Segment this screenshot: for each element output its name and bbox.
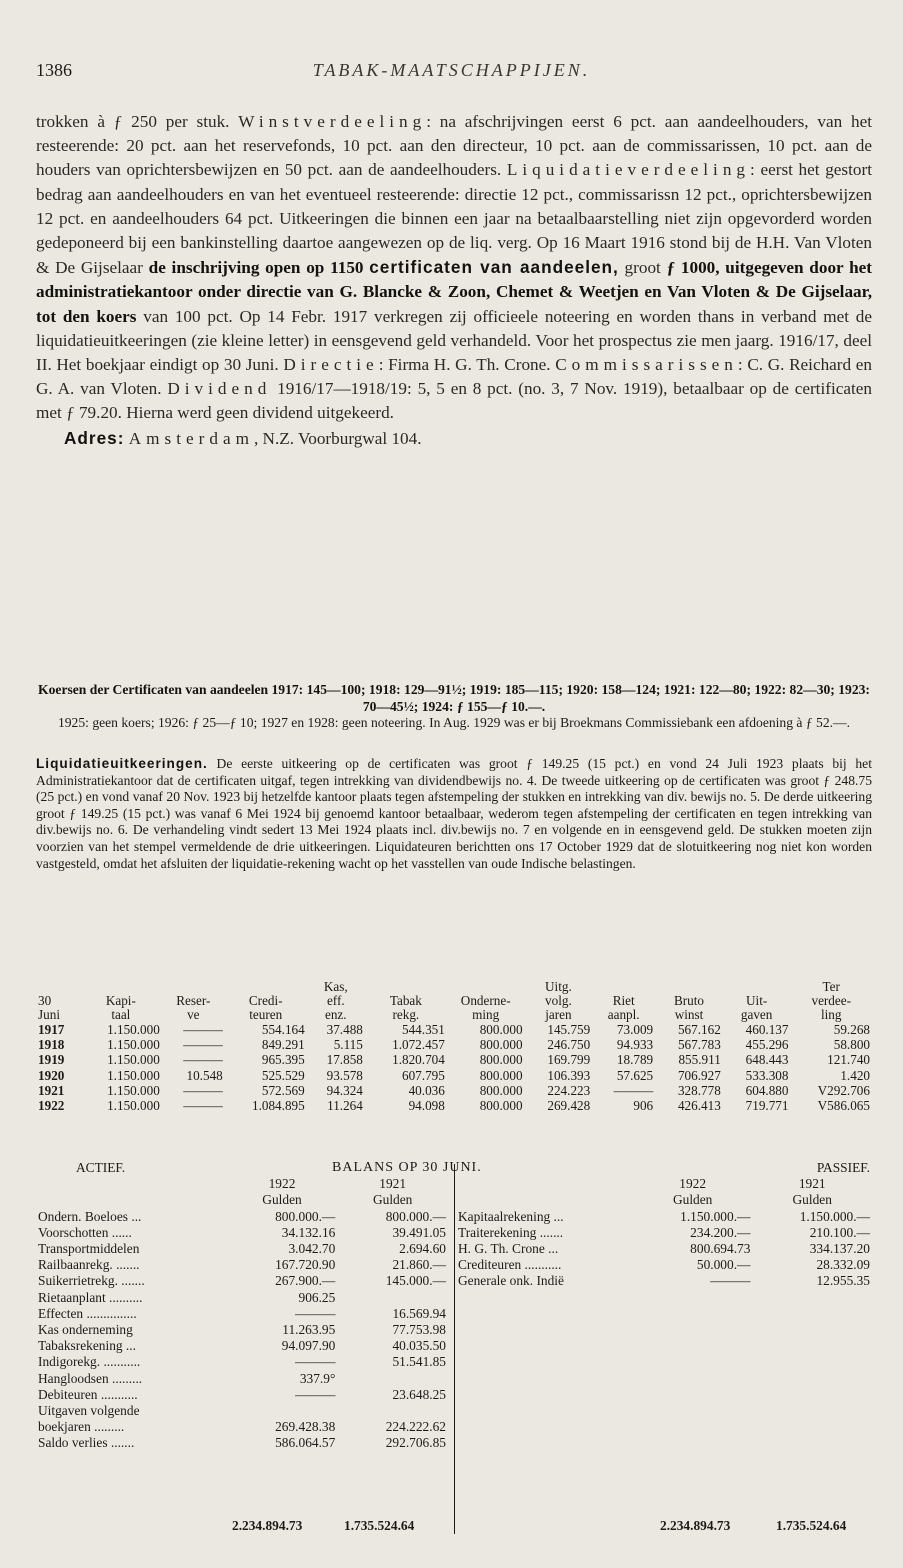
production-header-cell xyxy=(655,980,723,994)
production-value-cell: 1.420 xyxy=(840,1067,870,1083)
production-header-cell: taal xyxy=(111,1007,131,1022)
passief-item-value: ——— xyxy=(710,1273,751,1289)
production-value-cell: 525.529 xyxy=(261,1067,305,1083)
passief-year-2: 1921 xyxy=(798,1176,826,1192)
production-value-cell: ——— xyxy=(183,1022,223,1037)
production-value-cell: 1.820.704 xyxy=(392,1052,445,1068)
production-value-cell: 706.927 xyxy=(677,1067,721,1083)
production-header-cell xyxy=(592,980,655,994)
production-header-cell: Bruto xyxy=(673,993,704,1008)
text-run: : C. G. Reichard en G. A. van Vloten. xyxy=(36,355,872,399)
production-value-cell: ——— xyxy=(183,1052,223,1068)
production-value-cell: 800.000 xyxy=(479,1082,523,1098)
production-value-cell: 58.800 xyxy=(833,1037,870,1053)
production-row xyxy=(36,1022,872,1037)
production-header-cell: aanpl. xyxy=(607,1007,640,1022)
production-header-cell: Uit- xyxy=(746,993,768,1008)
koersen-line-2: 1925: geen koers; 1926: ƒ 25—ƒ 10; 1927 en 1928: geen noteering. In Aug. 1929 was er bij Broekmans Commissiebank een afdoening à ƒ 52.—. xyxy=(57,715,851,731)
production-header-cell xyxy=(36,980,80,994)
balance-sheet xyxy=(36,1160,872,1460)
production-value-cell: 572.569 xyxy=(261,1082,305,1098)
production-value-cell: 11.264 xyxy=(327,1098,363,1114)
liquidatie-label: Liquidatieuitkeeringen. xyxy=(36,756,208,771)
actief-item-value: 906.25 xyxy=(298,1289,336,1305)
production-header-cell: ming xyxy=(472,1007,500,1022)
text-run: 1916/17—1918/19: 5, 5 en 8 pct. (no. 3, 7 Nov. 1919), betaalbaar op de certificaten met ƒ 79.20. Hierna werd geen dividend uitgekeerd. xyxy=(36,379,872,423)
actief-item-value: 3.042.70 xyxy=(288,1241,336,1257)
actief-row xyxy=(36,1435,448,1451)
total-passief-1921: 1.735.524.64 xyxy=(776,1518,847,1533)
production-table-head xyxy=(36,980,872,1022)
production-value-cell: 1.150.000 xyxy=(107,1067,160,1083)
production-year-cell: 1920 xyxy=(38,1067,65,1083)
production-value-cell: 73.009 xyxy=(616,1022,654,1037)
total-actief-1922: 2.234.894.73 xyxy=(232,1518,303,1533)
production-value-cell: 169.799 xyxy=(547,1052,591,1068)
production-value-cell: 1.150.000 xyxy=(107,1082,160,1098)
production-header-cell: Onderne- xyxy=(460,993,511,1008)
production-header-cell: Riet xyxy=(612,993,635,1008)
production-value-cell: 1.072.457 xyxy=(392,1037,445,1053)
actief-item-value: 11.263.95 xyxy=(282,1322,336,1338)
production-value-cell: 145.759 xyxy=(547,1022,591,1037)
actief-item-label: Kas onderneming xyxy=(38,1322,133,1338)
actief-unit-1: Gulden xyxy=(262,1192,302,1208)
passief-unit-2: Gulden xyxy=(792,1192,832,1208)
production-value-cell: ——— xyxy=(183,1037,223,1053)
actief-item-label: Uitgaven volgende xyxy=(38,1403,140,1419)
production-value-cell: ——— xyxy=(183,1082,223,1098)
spaced-heading-directie: Directie xyxy=(283,355,379,375)
actief-item-value xyxy=(337,1403,448,1419)
production-value-cell: 94.324 xyxy=(326,1082,363,1098)
actief-item-value: 800.000.— xyxy=(275,1208,336,1224)
actief-item-value: 337.9° xyxy=(299,1370,336,1386)
actief-item-value: 586.064.57 xyxy=(275,1435,336,1451)
text-run: : Firma H. G. Th. Crone. xyxy=(378,355,556,375)
passief-item-value: 1.150.000.— xyxy=(799,1208,870,1224)
actief-item-label: Rietaanplant .......... xyxy=(38,1289,143,1305)
production-value-cell: 269.428 xyxy=(547,1098,591,1114)
adres-rest: , N.Z. Voorburgwal 104. xyxy=(253,428,422,448)
passief-item-label: Kapitaalrekening ... xyxy=(458,1208,564,1224)
passief-item-label: Generale onk. Indië xyxy=(458,1273,564,1289)
actief-item-value: 292.706.85 xyxy=(385,1435,446,1451)
passief-row xyxy=(456,1225,872,1241)
production-table xyxy=(36,980,872,1113)
passief-row xyxy=(456,1273,872,1289)
actief-item-label: Debiteuren ........... xyxy=(38,1386,138,1402)
production-value-cell: 121.740 xyxy=(827,1052,870,1068)
actief-item-value: 167.720.90 xyxy=(275,1257,336,1273)
production-value-cell: 94.933 xyxy=(616,1037,654,1053)
running-title: TABAK-MAATSCHAPPIJEN. xyxy=(312,60,591,80)
actief-item-value: 21.860.— xyxy=(392,1257,446,1273)
passief-item-label: Traiterekening ....... xyxy=(458,1224,564,1240)
actief-row xyxy=(36,1419,448,1435)
production-value-cell: 1.150.000 xyxy=(107,1098,160,1114)
production-value-cell: 93.578 xyxy=(326,1067,363,1083)
production-header-cell: volg. xyxy=(545,993,572,1008)
actief-item-value xyxy=(337,1371,448,1387)
actief-item-value: 224.222.62 xyxy=(385,1419,446,1435)
total-actief-1921: 1.735.524.64 xyxy=(344,1518,415,1533)
spaced-heading-liquidatieverdeeling: Liquidatieverdeeling xyxy=(506,160,751,180)
liquidatie-text: De eerste uitkeering op de certificaten was groot ƒ 149.25 (15 pct.) en vond 24 Juli 1923 plaats bij het Administratiekantoor dat de certificaten uitgaf, tegen intrekking van dividendbewijs no. 4. De tweede uitkeering op de certificaten was groot ƒ 248.75 (25 pct.) en vond vanaf 20 Nov. 1923 bij hetzelfde kantoor plaats tegen afstempeling der stukken en intrekking van div. bewijs no. 5. De derde uitkeering groot ƒ 149.25 (15 pct.) was vanaf 6 Mei 1924 bij genoemd kantoor betaalbaar, wederom tegen afstempeling der certificaten en tegen intrekking van div.bewijs no. 6. De verhandeling vindt sedert 13 Mei 1924 plaats incl. div.bewijs no. 7 en volgende en in eensgevend geld. De stukken moeten zijn voorzien van het stempel vermeldende de drie uitkeeringen. Liquidateuren berichtten ons 17 October 1929 dat de slotuitkeering nog niet kon worden vastgesteld, omdat het afsluiten der liquidatie-rekening wacht op het vasstellen van oude Indische belastingen. xyxy=(36,756,872,871)
certificaten-heading: certificaten van aandeelen, xyxy=(369,257,619,278)
actief-item-value: 40.035.50 xyxy=(392,1338,446,1354)
production-header-cell: eff. xyxy=(326,993,345,1008)
actief-label: ACTIEF. xyxy=(76,1160,126,1175)
production-value-cell: 800.000 xyxy=(479,1037,523,1053)
production-value-cell: 719.771 xyxy=(745,1098,789,1114)
actief-year-1: 1922 xyxy=(268,1176,296,1192)
passief-item-value: 1.150.000.— xyxy=(680,1208,751,1224)
text-run: : eerst het gestort bedrag aan aandeelhouders en van het eventueel resteerende: directie 12 pct., commissarissn 12 pct., oprichtersbewijzen 12 pct. en aandeelhouders 64 pct. Uitkeeringen die binnen een jaar na betaalbaarstelling niet zijn opgevorderd worden gedeponeerd bij een bankinstelling daartoe aangewezen op de liq. verg. Op 16 Maart 1916 stond bij de H.H. Van Vloten & De Gijselaar xyxy=(36,160,872,278)
spaced-heading-winstverdeeling: Winstverdeeling xyxy=(238,112,427,131)
production-header-cell: rekg. xyxy=(392,1007,420,1022)
balance-actief xyxy=(36,1160,448,1452)
production-header-cell: teuren xyxy=(249,1007,283,1022)
production-row xyxy=(36,1083,872,1098)
passief-year-1: 1922 xyxy=(679,1176,707,1192)
production-value-cell: 607.795 xyxy=(401,1067,445,1083)
production-year-cell: 1917 xyxy=(38,1022,65,1037)
production-table-body xyxy=(36,1022,872,1113)
production-value-cell: 800.000 xyxy=(479,1067,523,1083)
production-header-cell: Uitg. xyxy=(545,979,572,994)
production-header-cell xyxy=(162,980,225,994)
actief-row xyxy=(36,1403,448,1419)
balance-passief xyxy=(456,1160,872,1290)
total-passief-1922: 2.234.894.73 xyxy=(660,1518,731,1533)
production-header-cell: Ter xyxy=(822,979,840,994)
production-value-cell: 57.625 xyxy=(616,1067,654,1083)
production-row xyxy=(36,1037,872,1052)
production-value-cell: 1.150.000 xyxy=(107,1022,160,1037)
text-run: : na afschrijvingen eerst 6 pct. aan aandeelhouders, van het resteerende: 20 pct. aan het reservefonds, 10 pct. aan den directeur, 10 pct. aan de commissarissen, 10 pct. aan de houders van oprichtersbewijzen en 50 pct. aan de aandeelhouders. xyxy=(36,112,872,180)
actief-row xyxy=(36,1241,448,1257)
production-header-cell: jaren xyxy=(545,1007,572,1022)
production-value-cell: 567.162 xyxy=(677,1022,721,1037)
actief-item-value: 23.648.25 xyxy=(392,1386,446,1402)
actief-item-label: Suikerrietrekg. ....... xyxy=(38,1273,145,1289)
production-header-cell: Kas, xyxy=(323,979,348,994)
production-value-cell: 554.164 xyxy=(261,1022,305,1037)
passief-item-value: 210.100.— xyxy=(809,1224,870,1240)
actief-item-value: 269.428.38 xyxy=(275,1419,336,1435)
production-value-cell: 1.150.000 xyxy=(107,1037,160,1053)
actief-item-value: 34.132.16 xyxy=(281,1224,336,1240)
page-header xyxy=(36,60,867,84)
actief-row xyxy=(36,1209,448,1225)
production-header-cell: Juni xyxy=(38,1007,60,1022)
production-value-cell: V292.706 xyxy=(817,1082,870,1098)
production-value-cell: 800.000 xyxy=(479,1098,523,1114)
actief-item-label: Effecten ............... xyxy=(38,1305,137,1321)
production-value-cell: 460.137 xyxy=(745,1022,789,1037)
production-value-cell: 10.548 xyxy=(186,1067,223,1083)
production-year-cell: 1919 xyxy=(38,1052,65,1068)
actief-row xyxy=(36,1257,448,1273)
passief-item-value: 334.137.20 xyxy=(809,1241,870,1257)
spaced-heading-dividend: Dividend xyxy=(167,379,272,399)
production-value-cell: 849.291 xyxy=(261,1037,305,1053)
actief-row xyxy=(36,1371,448,1387)
production-year-cell: 1918 xyxy=(38,1037,65,1053)
actief-item-value: 94.097.90 xyxy=(281,1338,336,1354)
actief-item-value: 267.900.— xyxy=(275,1273,336,1289)
adres-city: Amsterdam xyxy=(128,428,254,448)
text-run: trokken à ƒ 250 per stuk. xyxy=(36,112,239,131)
production-header-cell: Kapi- xyxy=(105,993,136,1008)
production-value-cell: 94.098 xyxy=(408,1098,445,1114)
production-value-cell: 224.223 xyxy=(547,1082,591,1098)
passief-item-label: Crediteuren ........... xyxy=(458,1257,562,1273)
production-value-cell: ——— xyxy=(183,1098,223,1114)
passief-item-value: 50.000.— xyxy=(696,1257,751,1273)
production-value-cell: 18.789 xyxy=(616,1052,654,1068)
actief-item-value: ——— xyxy=(295,1386,336,1402)
balance-title: BALANS OP 30 JUNI. xyxy=(332,1160,482,1175)
production-header-cell: verdee- xyxy=(811,993,851,1008)
production-year-cell: 1921 xyxy=(38,1082,65,1098)
passief-item-value: 12.955.35 xyxy=(816,1273,870,1289)
production-value-cell: 544.351 xyxy=(401,1022,445,1037)
production-header-cell xyxy=(447,980,525,994)
production-value-cell: 567.783 xyxy=(677,1037,721,1053)
actief-item-label: Indigorekg. ........... xyxy=(38,1354,141,1370)
production-value-cell: 5.115 xyxy=(333,1037,363,1053)
production-value-cell: 246.750 xyxy=(547,1037,591,1053)
passief-row xyxy=(456,1209,872,1225)
passief-row xyxy=(456,1257,872,1273)
production-value-cell: 906 xyxy=(633,1098,654,1114)
production-value-cell: 800.000 xyxy=(479,1022,523,1037)
passief-item-value: 234.200.— xyxy=(690,1224,751,1240)
production-header-cell: 30 xyxy=(38,993,52,1008)
production-header-cell: Credi- xyxy=(248,993,283,1008)
actief-item-value: 145.000.— xyxy=(385,1273,446,1289)
production-row xyxy=(36,1098,872,1113)
production-value-cell: 59.268 xyxy=(833,1022,870,1037)
actief-row xyxy=(36,1354,448,1370)
passief-item-label: H. G. Th. Crone ... xyxy=(458,1241,559,1257)
production-value-cell: 1.084.895 xyxy=(251,1098,305,1114)
koersen-line-1: Koersen der Certificaten van aandeelen 1917: 145—100; 1918: 129—91½; 1919: 185—115; 1920: 158—124; 1921: 122—80; 1922: 82—30; 1923: 70—45½; 1924: ƒ 155—ƒ 10.—. xyxy=(38,682,870,714)
production-value-cell: 855.911 xyxy=(678,1052,721,1068)
production-header-cell xyxy=(80,980,162,994)
actief-item-label: Transportmiddelen xyxy=(38,1241,140,1257)
actief-item-label: Tabaksrekening ... xyxy=(38,1338,136,1354)
bold-run: ƒ 1000, uitgegeven door het administratiekantoor onder directie van G. Blancke & Zoon, Chemet & Weetjen en Van Vloten & De Gijselaar, tot den koers xyxy=(36,258,873,326)
actief-item-label: Hangloodsen ......... xyxy=(38,1370,143,1386)
actief-item-value xyxy=(227,1403,338,1419)
actief-year-2: 1921 xyxy=(379,1176,407,1192)
actief-item-value: 2.694.60 xyxy=(399,1241,446,1257)
production-header-cell: ve xyxy=(187,1007,200,1022)
actief-item-value: ——— xyxy=(295,1354,336,1370)
production-row xyxy=(36,1052,872,1067)
adres-label: Adres: xyxy=(64,427,125,448)
production-value-cell: 648.443 xyxy=(745,1052,789,1068)
liquidatie-block xyxy=(36,756,872,872)
actief-item-value: 51.541.85 xyxy=(392,1354,446,1370)
text-run: van 100 pct. Op 14 Febr. 1917 verkregen zij officieele noteering en worden thans in verband met de liquidatieuitkeeringen (zie kleine letter) in eensgevend geld verhandeld. Voor het prospectus zie men jaarg. 1916/17, deel II. Het boekjaar eindigt op 30 Juni. xyxy=(36,306,872,375)
production-value-cell: 37.488 xyxy=(326,1022,363,1037)
actief-item-label: Railbaanrekg. ....... xyxy=(38,1257,140,1273)
production-value-cell: 426.413 xyxy=(677,1098,721,1114)
koersen-block xyxy=(36,682,872,732)
actief-item-value xyxy=(337,1290,448,1306)
production-header-cell xyxy=(225,980,307,994)
actief-row xyxy=(36,1387,448,1403)
actief-row xyxy=(36,1338,448,1354)
passief-item-value: 800.694.73 xyxy=(690,1241,751,1257)
production-value-cell: ——— xyxy=(613,1082,654,1098)
actief-row xyxy=(36,1273,448,1289)
production-row xyxy=(36,1068,872,1083)
actief-item-value: 800.000.— xyxy=(385,1208,446,1224)
actief-item-label: Ondern. Boeloes ... xyxy=(38,1208,142,1224)
production-header-cell: enz. xyxy=(324,1007,347,1022)
production-header-cell: Reser- xyxy=(176,993,211,1008)
actief-row xyxy=(36,1225,448,1241)
production-value-cell: V586.065 xyxy=(817,1098,870,1114)
production-value-cell: 106.393 xyxy=(547,1067,591,1083)
production-value-cell: 40.036 xyxy=(408,1082,445,1098)
passief-unit-1: Gulden xyxy=(672,1192,713,1208)
main-paragraph xyxy=(36,110,872,451)
production-header-cell: Tabak xyxy=(389,993,422,1008)
actief-row xyxy=(36,1322,448,1338)
production-value-cell: 1.150.000 xyxy=(107,1052,160,1068)
production-value-cell: 328.778 xyxy=(677,1082,721,1098)
actief-item-value: 77.753.98 xyxy=(392,1322,446,1338)
production-header-cell: ling xyxy=(820,1007,842,1022)
production-year-cell: 1922 xyxy=(38,1098,65,1114)
production-value-cell: 455.296 xyxy=(745,1037,789,1053)
actief-item-label: boekjaren ......... xyxy=(38,1419,125,1435)
passief-item-value: 28.332.09 xyxy=(816,1257,870,1273)
actief-item-value: 16.569.94 xyxy=(392,1305,446,1321)
spaced-heading-commissarissen: Commissarissen xyxy=(555,355,738,375)
passief-label: PASSIEF. xyxy=(816,1160,870,1175)
passief-row xyxy=(456,1241,872,1257)
actief-item-value: 39.491.05 xyxy=(392,1224,446,1240)
production-header-cell: gaven xyxy=(740,1007,773,1022)
actief-row xyxy=(36,1290,448,1306)
page-number: 1386 xyxy=(36,60,72,80)
balance-divider xyxy=(454,1164,455,1534)
actief-item-label: Saldo verlies ....... xyxy=(38,1435,135,1451)
production-header-cell xyxy=(723,980,791,994)
actief-item-label: Voorschotten ...... xyxy=(38,1224,132,1240)
bold-run: de inschrijving open op 1150 xyxy=(148,258,370,278)
text-run: groot xyxy=(618,258,667,278)
production-header-cell: winst xyxy=(674,1007,704,1022)
production-value-cell: 800.000 xyxy=(479,1052,523,1068)
production-value-cell: 965.395 xyxy=(261,1052,305,1068)
actief-unit-2: Gulden xyxy=(372,1192,413,1208)
actief-row xyxy=(36,1306,448,1322)
production-value-cell: 533.308 xyxy=(745,1067,789,1083)
production-value-cell: 604.880 xyxy=(745,1082,789,1098)
actief-item-value: ——— xyxy=(295,1305,336,1321)
production-value-cell: 17.858 xyxy=(326,1052,363,1068)
production-header-cell xyxy=(365,980,447,994)
